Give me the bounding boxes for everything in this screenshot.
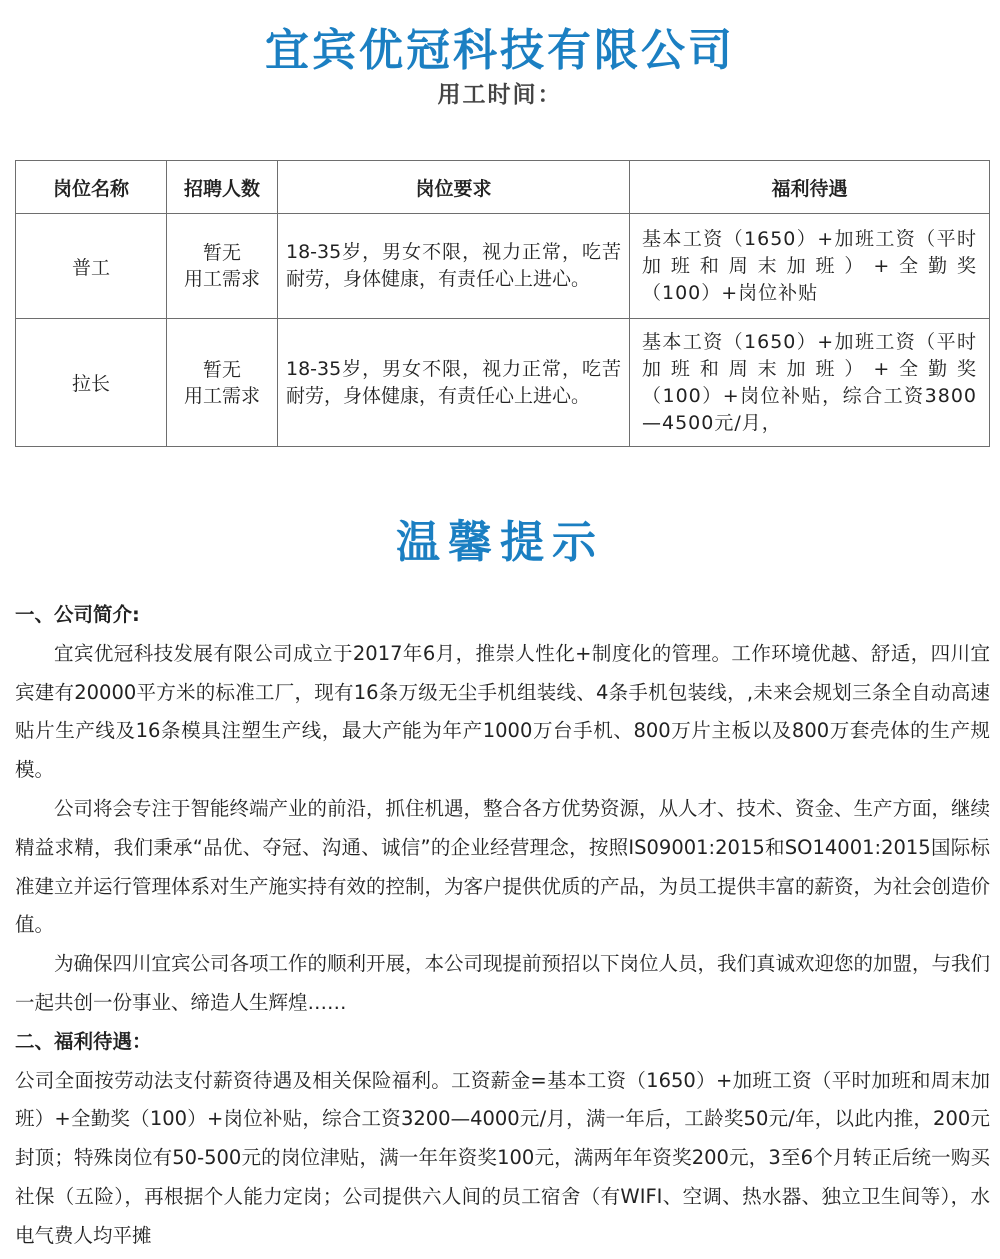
notes-content [15, 596, 990, 1256]
benefits-cell: 基本工资（1650）+加班工资（平时加班和周末加班）+全勤奖（100）+岗位补贴，综合工资3800—4500元/月， [630, 319, 990, 447]
intro-paragraph-2: 公司将会专注于智能终端产业的前沿，抓住机遇，整合各方优势资源，从人才、技术、资金、生产方面，继续精益求精，我们秉承“品优、夺冠、沟通、诚信”的企业经营理念，按照IS09001:2015和SO14001:2015国际标准建立并运行管理体系对生产施实持有效的控制，为客户提供优质的产品，为员工提供丰富的薪资，为社会创造价值。 [15, 796, 991, 937]
work-time-label: 用工时间： [437, 82, 563, 108]
table-row [16, 214, 990, 319]
tips-title: 温馨提示 [396, 517, 604, 568]
benefits-heading: 二、福利待遇： [15, 1029, 152, 1053]
count-line-2: 用工需求 [183, 268, 260, 290]
count-cell [167, 319, 278, 447]
requirements-cell: 18-35岁，男女不限，视力正常，吃苦耐劳，身体健康，有责任心上进心。 [278, 214, 630, 319]
benefits-paragraph: 公司全面按劳动法支付薪资待遇及相关保险福利。工资薪金=基本工资（1650）+加班工资（平时加班和周末加班）+全勤奖（100）+岗位补贴，综合工资3200—4000元/月，满一年后，工龄奖50元/年，以此内推，200元封顶；特殊岗位有50-500元的岗位津贴，满一年年资奖100元，满两年年资奖200元，3至6个月转正后统一购买社保（五险），再根据个人能力定岗；公司提供六人间的员工宿舍（有WIFI、空调、热水器、独立卫生间等），水电气费人均平摊 [15, 1068, 990, 1247]
company-title: 宜宾优冠科技有限公司 [265, 25, 735, 76]
header-position: 岗位名称 [16, 161, 167, 214]
requirements-cell: 18-35岁，男女不限，视力正常，吃苦耐劳，身体健康，有责任心上进心。 [278, 319, 630, 447]
intro-heading: 一、公司简介: [15, 603, 140, 626]
position-cell: 普工 [16, 214, 167, 319]
table-header-row [16, 161, 990, 214]
header-requirements: 岗位要求 [278, 161, 630, 214]
table-row [16, 319, 990, 447]
header-count: 招聘人数 [167, 161, 278, 214]
benefits-cell: 基本工资（1650）+加班工资（平时加班和周末加班）+全勤奖（100）+岗位补贴 [630, 214, 990, 319]
jobs-table [15, 160, 990, 447]
header-benefits: 福利待遇 [630, 161, 990, 214]
count-line-2: 用工需求 [183, 384, 260, 407]
intro-paragraph-1: 宜宾优冠科技发展有限公司成立于2017年6月，推崇人性化+制度化的管理。工作环境优越、舒适，四川宜宾建有20000平方米的标准工厂，现有16条万级无尘手机组装线、4条手机包装线，,未来会规划三条全自动高速贴片生产线及16条模具注塑生产线，最大产能为年产1000万台手机、800万片主板以及800万套壳体的生产规模。 [15, 641, 990, 782]
intro-paragraph-3: 为确保四川宜宾公司各项工作的顺利开展，本公司现提前预招以下岗位人员，我们真诚欢迎您的加盟，与我们一起共创一份事业、缔造人生辉煌…… [15, 952, 991, 1014]
count-line-1: 暂无 [202, 358, 241, 381]
count-line-1: 暂无 [202, 242, 241, 264]
position-cell: 拉长 [16, 319, 167, 447]
count-cell [167, 214, 278, 319]
